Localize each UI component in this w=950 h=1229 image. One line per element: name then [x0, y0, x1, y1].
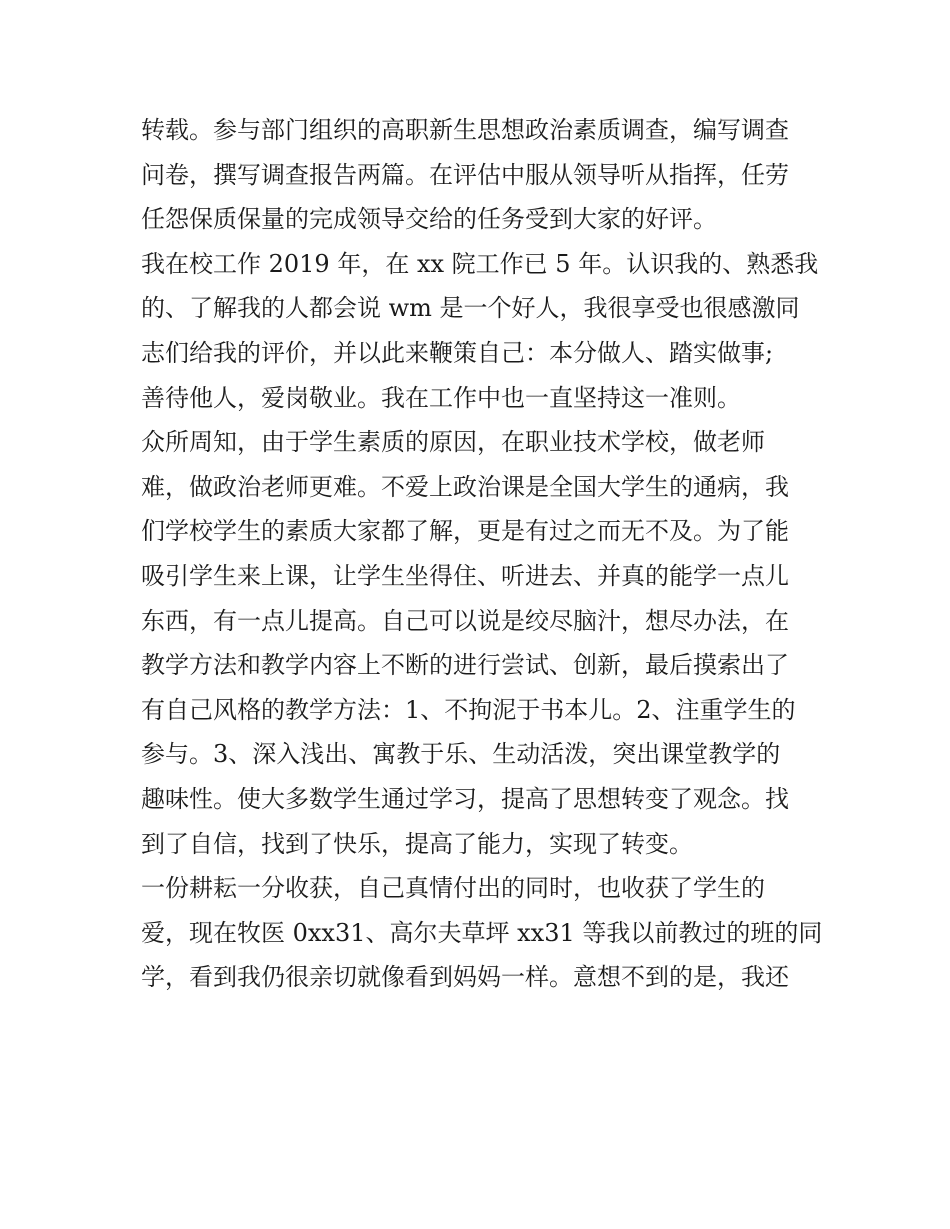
text-line: 参与。3、深入浅出、寓教于乐、生动活泼，突出课堂教学的 [141, 740, 781, 769]
text-line: 有自己风格的教学方法：1、不拘泥于书本儿。2、注重学生的 [141, 695, 796, 724]
text-line: 一份耕耘一分收获，自己真情付出的同时，也收获了学生的 [141, 874, 765, 903]
text-line: 难，做政治老师更难。不爱上政治课是全国大学生的通病，我 [141, 472, 789, 501]
text-line: 学，看到我仍很亲切就像看到妈妈一样。意想不到的是，我还 [141, 963, 789, 992]
document-body-text [141, 108, 823, 1000]
text-line: 善待他人，爱岗敬业。我在工作中也一直坚持这一准则。 [141, 383, 741, 412]
text-line: 教学方法和教学内容上不断的进行尝试、创新，最后摸索出了 [141, 651, 789, 680]
text-line: 到了自信，找到了快乐，提高了能力，实现了转变。 [141, 829, 693, 858]
text-line: 的、了解我的人都会说 wm 是一个好人，我很享受也很感激同 [141, 294, 800, 323]
text-line: 问卷，撰写调查报告两篇。在评估中服从领导听从指挥，任劳 [141, 160, 789, 189]
text-line: 吸引学生来上课，让学生坐得住、听进去、并真的能学一点儿 [141, 561, 789, 590]
text-line: 们学校学生的素质大家都了解，更是有过之而无不及。为了能 [141, 517, 789, 546]
text-line: 趣味性。使大多数学生通过学习，提高了思想转变了观念。找 [141, 784, 789, 813]
text-line: 任怨保质保量的完成领导交给的任务受到大家的好评。 [141, 205, 717, 234]
text-line: 众所周知，由于学生素质的原因，在职业技术学校，做老师 [141, 428, 765, 457]
text-line: 转载。参与部门组织的高职新生思想政治素质调查，编写调查 [141, 116, 789, 144]
text-line: 爱，现在牧医 0xx31、高尔夫草坪 xx31 等我以前教过的班的同 [141, 918, 823, 947]
text-line: 我在校工作 2019 年，在 xx 院工作已 5 年。认识我的、熟悉我 [141, 249, 819, 278]
text-line: 志们给我的评价，并以此来鞭策自己：本分做人、踏实做事; [141, 338, 774, 367]
text-line: 东西，有一点儿提高。自己可以说是绞尽脑汁，想尽办法，在 [141, 606, 789, 635]
